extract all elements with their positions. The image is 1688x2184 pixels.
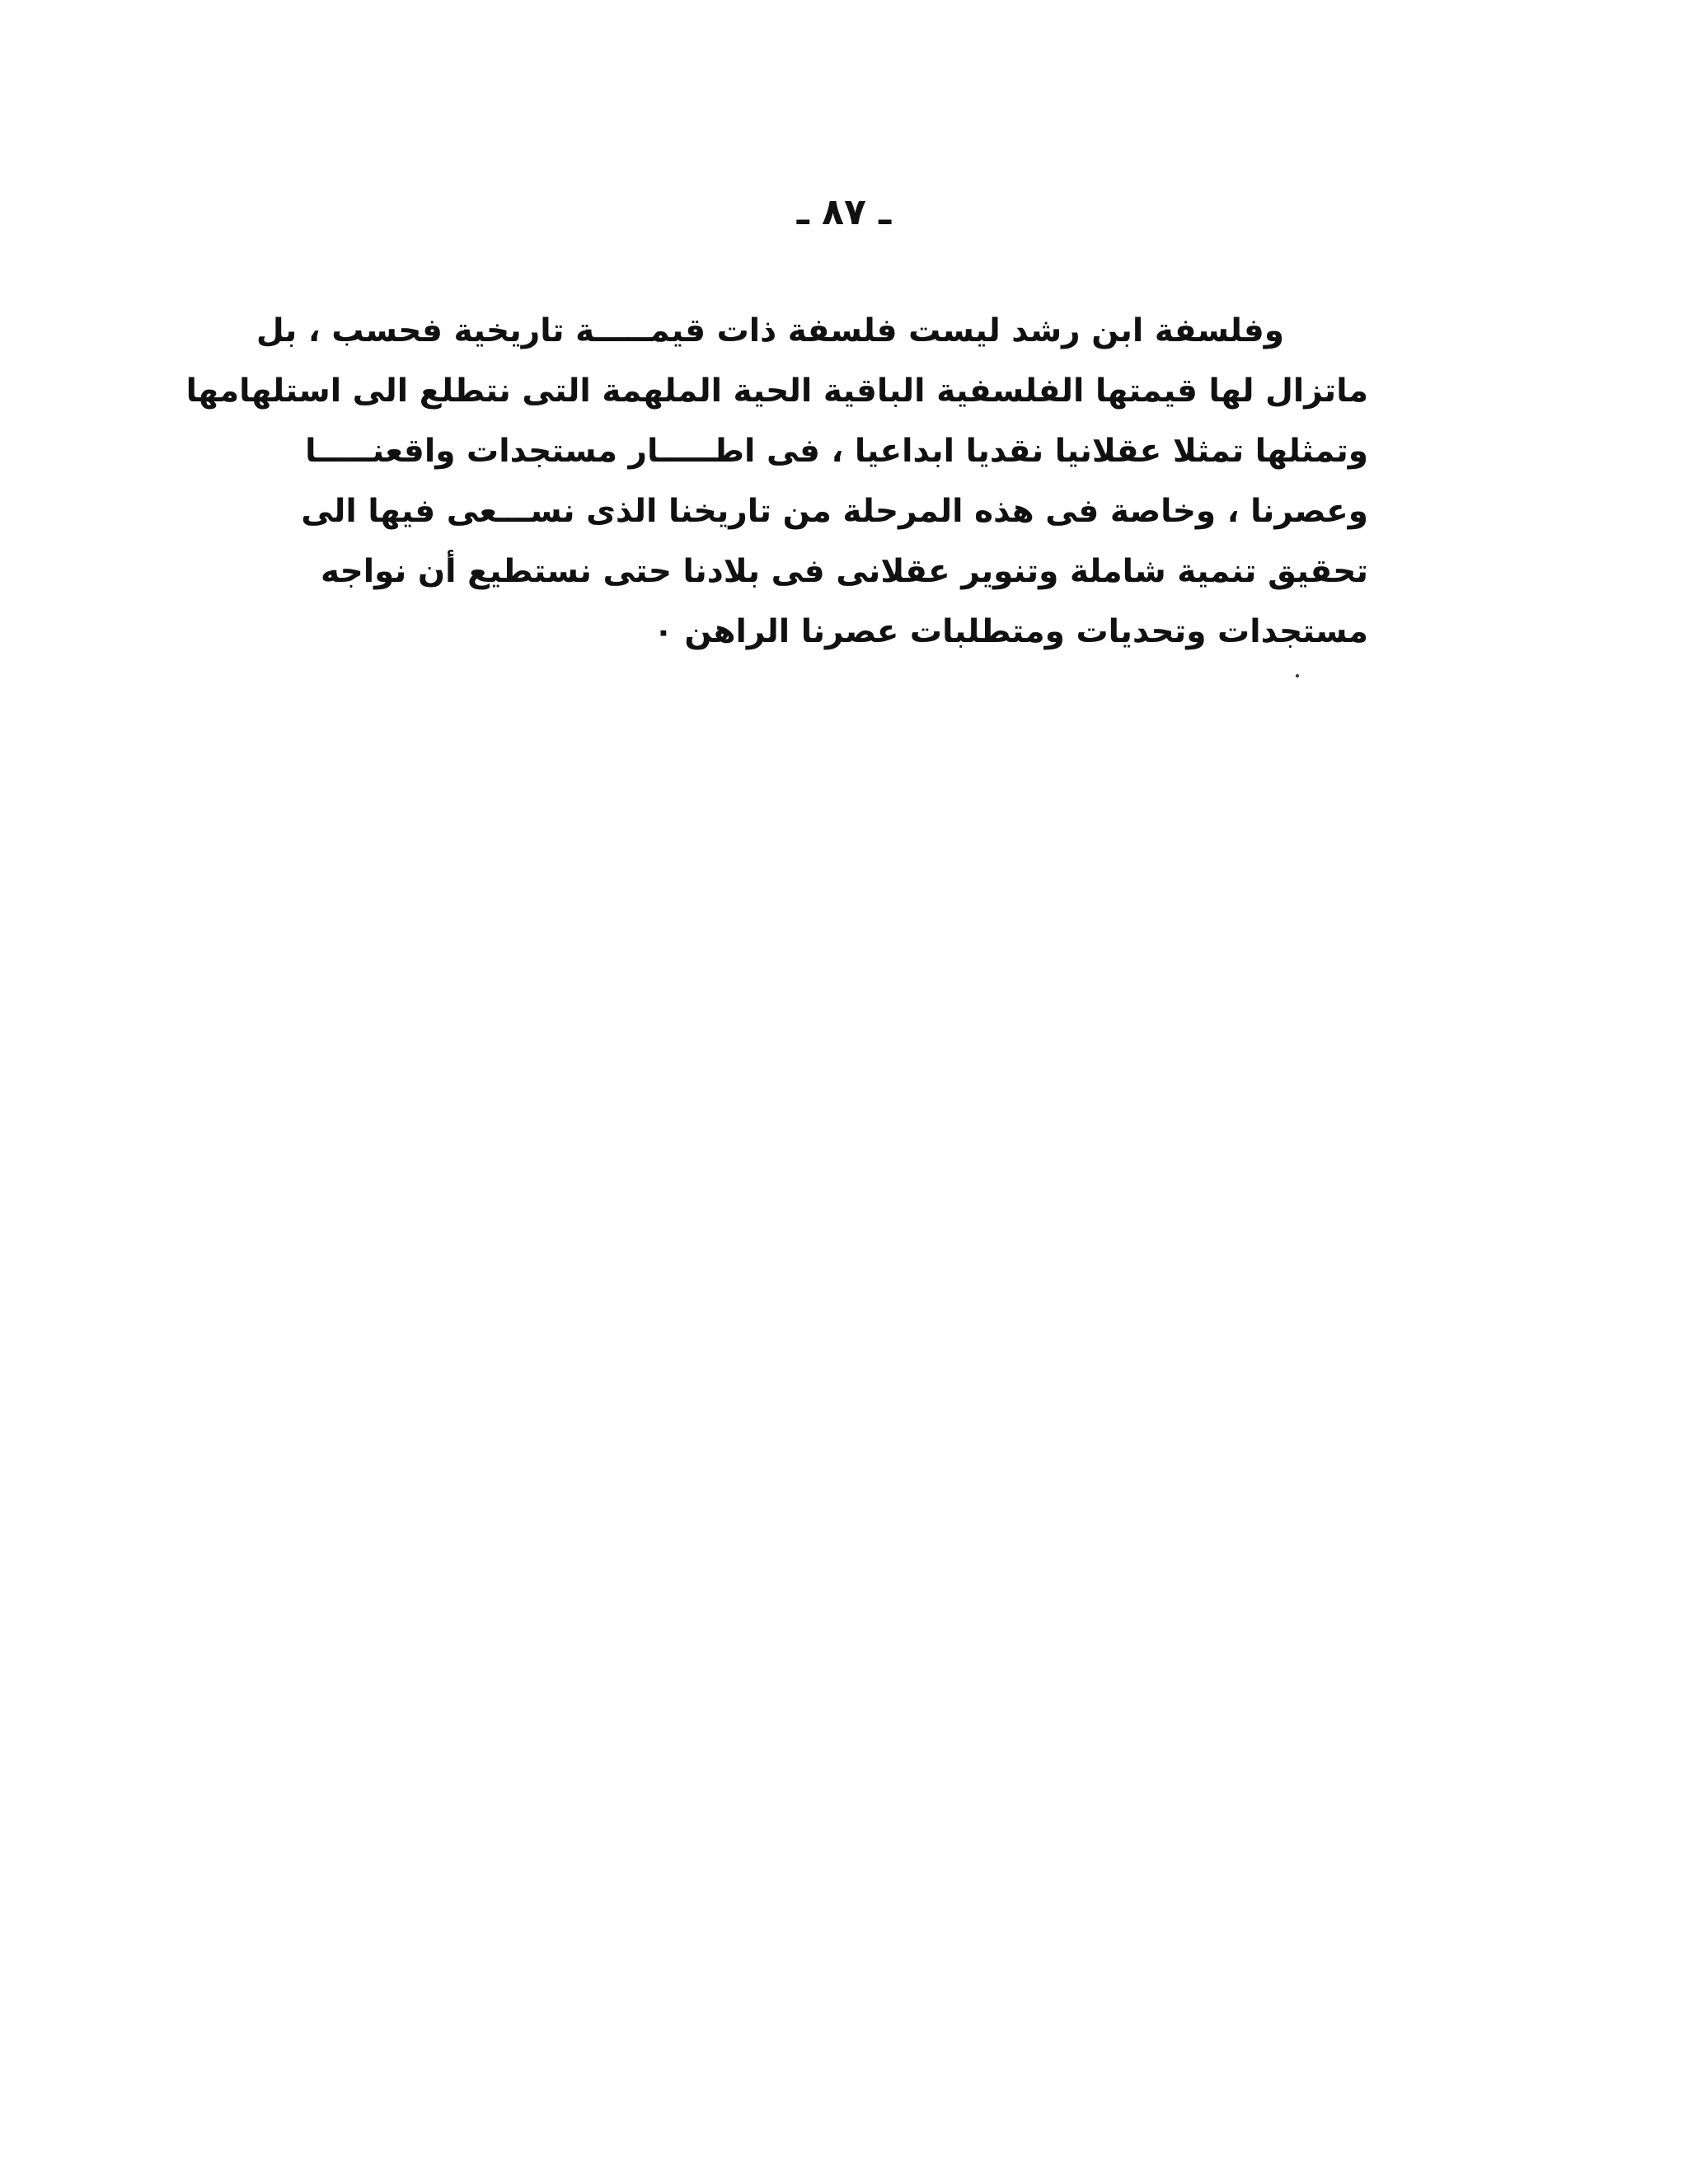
paragraph-line: وتمثلها تمثلا عقلانيا نقديا ابداعيا ، فى اطـــــار مستجدات واقعنـــــا [305, 433, 1368, 470]
paragraph-line: ماتزال لها قيمتها الفلسفية الباقية الحية الملهمة التى نتطلع الى استلهامها [185, 373, 1368, 410]
scan-speck [1296, 674, 1299, 677]
paragraph-line: وعصرنا ، وخاصة فى هذه المرحلة من تاريخنا الذى نســـعى فيها الى [301, 493, 1368, 530]
page-number: ـ ٨٧ ـ [796, 191, 892, 233]
paragraph-line: مستجدات وتحديات ومتطلبات عصرنا الراهن ٠ [653, 613, 1368, 650]
body-paragraph [185, 301, 1368, 662]
paragraph-line: تحقيق تنمية شاملة وتنوير عقلانى فى بلادنا حتى نستطيع أن نواجه [321, 553, 1368, 590]
paragraph-line: وفلسفة ابن رشد ليست فلسفة ذات قيمـــــة تاريخية فحسب ، بل [256, 312, 1284, 349]
